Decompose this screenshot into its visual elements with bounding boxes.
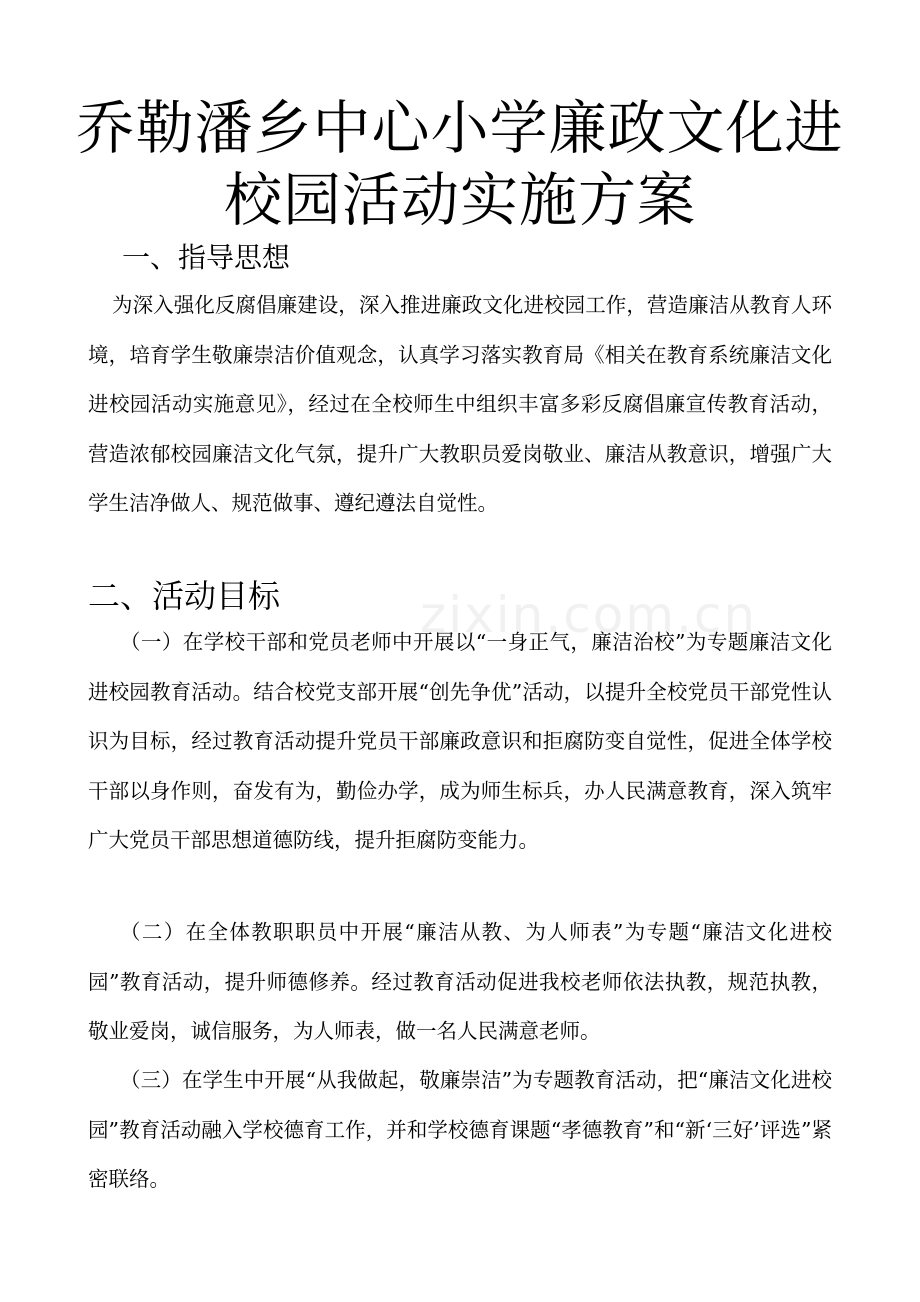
guiding-ideology-paragraph: 为深入强化反腐倡廉建设，深入推进廉政文化进校园工作，营造廉洁从教育人环境，培育学生敬廉崇洁价值观念，认真学习落实教育局《相关在教育系统廉洁文化进校园活动实施意见》，经过在全校师生中组织丰富多彩反腐倡廉宣传教育活动，营造浓郁校园廉洁文化气氛，提升广大教职员爱岗敬业、廉洁从教意识，增强广大学生洁净做人、规范做事、遵纪遵法自觉性。 — [88, 293, 832, 515]
goal-item-3-paragraph: （三）在学生中开展“从我做起，敬廉崇洁”为专题教育活动，把“廉洁文化进校园”教育活动融入学校德育工作，并和学校德育课题“孝德教育”和“新‘三好’评选”紧密联络。 — [88, 1068, 832, 1191]
section-heading-activity-goals: 二、活动目标 — [88, 577, 281, 615]
document-title-line2: 校园活动实施方案 — [223, 166, 696, 234]
section-heading-guiding-ideology: 一、指导思想 — [122, 241, 291, 274]
watermark: zixin.com.cn — [420, 586, 758, 644]
goal-item-1-paragraph: （一）在学校干部和党员老师中开展以“一身正气，廉洁治校”为专题廉洁文化进校园教育活动。结合校党支部开展“创先争优”活动，以提升全校党员干部党性认识为目标，经过教育活动提升党员干部廉政意识和拒腐防变自觉性，促进全体学校干部以身作则，奋发有为，勤俭办学，成为师生标兵，办人民满意教育，深入筑牢广大党员干部思想道德防线，提升拒腐防变能力。 — [88, 630, 832, 852]
document-title-line1: 乔勒潘乡中心小学廉政文化进 — [76, 94, 844, 162]
goal-item-2-paragraph: （二）在全体教职职员中开展“廉洁从教、为人师表”为专题“廉洁文化进校园”教育活动，提升师德修养。经过教育活动促进我校老师依法执教，规范执教，敬业爱岗，诚信服务，为人师表，做一名人民满意老师。 — [88, 920, 832, 1043]
